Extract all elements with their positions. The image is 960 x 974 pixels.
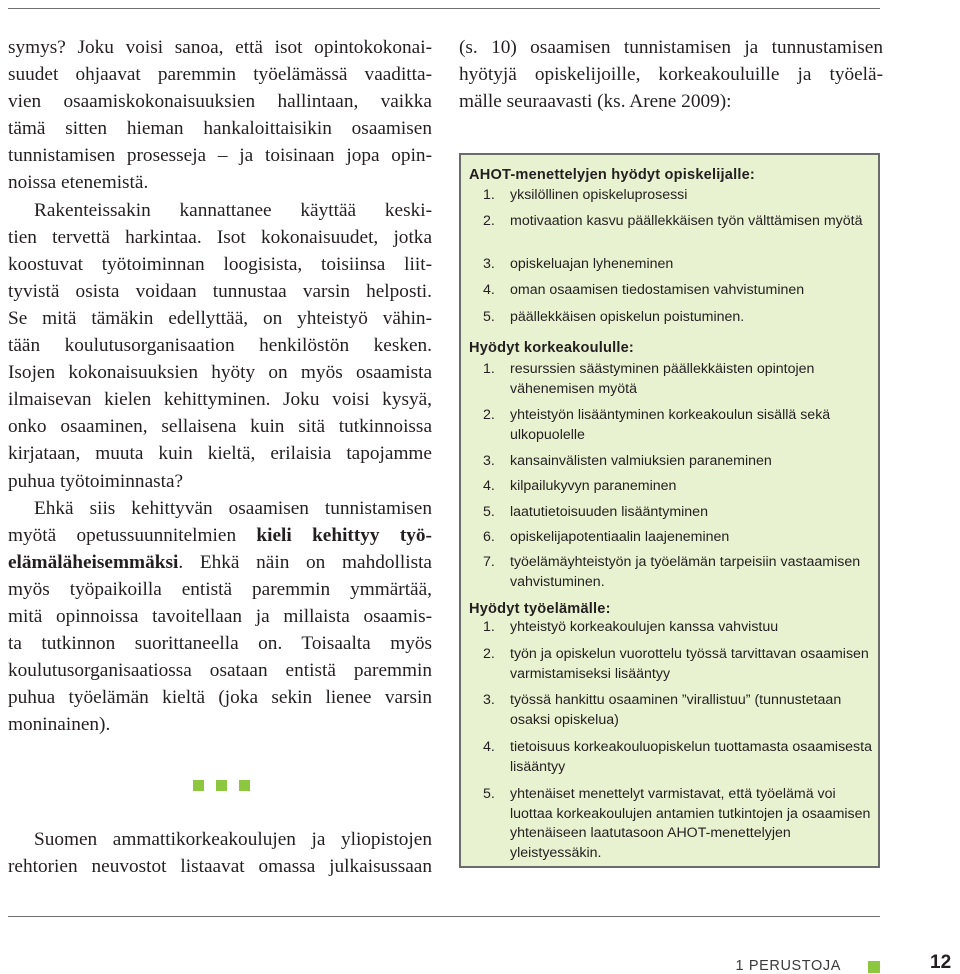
text-line bbox=[8, 251, 432, 278]
list-item-text: resurssien säästyminen päällekkäisten opintojen vähenemisen myötä bbox=[510, 361, 815, 397]
text-run: tämä sitten hieman hankaloittaisikin osaamisen bbox=[8, 118, 432, 140]
text-run: puhua työelämän kieltä (joka sekin lienee varsin bbox=[8, 687, 432, 709]
text-line bbox=[8, 468, 432, 495]
text-line bbox=[8, 657, 432, 684]
text-run: Se mitä tämäkin edellyttää, on yhteistyö vähin- bbox=[8, 307, 432, 329]
text-run: symys? Joku voisi sanoa, että isot opintokokonai- bbox=[8, 37, 432, 58]
text-line bbox=[8, 576, 432, 603]
bold-text-run: kieli kehittyy työ- bbox=[256, 524, 432, 546]
text-run: moninainen). bbox=[8, 714, 111, 736]
top-rule bbox=[8, 8, 880, 9]
text-run: koostuvat työtoiminnan loogisista, toisiinsa liit- bbox=[8, 253, 432, 275]
green-square-icon bbox=[193, 780, 204, 791]
list-item-number: 2. bbox=[483, 213, 495, 229]
text-line bbox=[8, 522, 432, 549]
text-line bbox=[8, 440, 432, 467]
text-run: Rakenteissakin kannattanee käyttää keski- bbox=[34, 199, 432, 221]
text-run: noissa etenemistä. bbox=[8, 172, 149, 194]
text-run: suudet ohjaavat paremmin työelämässä vaadittа- bbox=[8, 64, 432, 86]
list-item-text: motivaation kasvu päällekkäisen työn välttämisen myötä bbox=[510, 213, 863, 229]
text-run: vien osaamiskokonaisuuksien hallintaan, vaikka bbox=[8, 91, 432, 113]
list-item-text: oman osaamisen tiedostamisen vahvistuminen bbox=[510, 282, 805, 298]
list-item-text: yhteistyön lisääntyminen korkeakoulun sisällä sekä ulkopuolelle bbox=[510, 407, 831, 443]
text-line bbox=[459, 88, 883, 115]
footer-green-square-icon bbox=[868, 961, 880, 973]
text-run: tien tervettä harkintaa. Isot kokonaisuudet, jotka bbox=[8, 226, 432, 248]
text-line bbox=[8, 853, 432, 880]
list-item-text: kilpailukyvyn paraneminen bbox=[510, 478, 677, 494]
text-run: rehtorien neuvostot listaavat omassa julkaisussaan bbox=[8, 856, 432, 878]
list-item-text: työssä hankittu osaaminen ”virallistuu” (tunnustetaan osaksi opiskelua) bbox=[510, 692, 842, 728]
text-line bbox=[8, 115, 432, 142]
list-item-text: yhtenäiset menettelyt varmistavat, että työelämä voi luottaa korkeakoulujen antamien tutkintojen ja osaamisen yhtenäiseen laatutasoon AHOT-menettelyjen yleistyessäkin. bbox=[510, 786, 871, 861]
list-item-number: 3. bbox=[483, 692, 495, 708]
list-item-number: 4. bbox=[483, 282, 495, 298]
list-item-text: päällekkäisen opiskelun poistuminen. bbox=[510, 309, 745, 325]
text-line bbox=[459, 34, 883, 61]
text-run: kirjataan, muuta kuin kieltä, erilaisia tapojamme bbox=[8, 443, 432, 465]
list-item-text: työelämäyhteistyön ja työelämän tarpeisiin vastaamisen vahvistuminen. bbox=[510, 554, 861, 590]
text-run: myös työpaikoilla entistä paremmin ymmärtää, bbox=[8, 578, 432, 600]
box-section-heading: Hyödyt työelämälle: bbox=[469, 601, 611, 617]
list-item-number: 7. bbox=[483, 554, 495, 570]
text-run: Isojen kokonaisuuksien hyöty on myös osaamista bbox=[8, 362, 432, 384]
text-line bbox=[8, 386, 432, 413]
text-run: tyvistä osista voidaan tunnustaa varsin helposti. bbox=[8, 280, 432, 302]
text-line bbox=[8, 826, 432, 853]
text-run: mitä opinnoissa tavoitellaan ja millaista osaamis- bbox=[8, 605, 432, 627]
list-item-number: 2. bbox=[483, 407, 495, 423]
text-line bbox=[8, 603, 432, 630]
left-column bbox=[8, 34, 432, 738]
green-square-icon bbox=[239, 780, 250, 791]
text-run: tään koulutusorganisaation henkilöstön kesken. bbox=[8, 335, 432, 357]
text-line bbox=[8, 495, 432, 522]
list-item-number: 1. bbox=[483, 361, 495, 377]
list-item-text: yhteistyö korkeakoulujen kanssa vahvistuu bbox=[510, 619, 779, 635]
list-item-text: kansainvälisten valmiuksien paraneminen bbox=[510, 453, 772, 469]
list-item-number: 3. bbox=[483, 256, 495, 272]
list-item-number: 6. bbox=[483, 529, 495, 545]
list-item-number: 2. bbox=[483, 646, 495, 662]
box-section-heading: AHOT-menettelyjen hyödyt opiskelijalle: bbox=[469, 167, 755, 183]
text-run: . Ehkä näin on mahdollista bbox=[178, 551, 432, 573]
text-line bbox=[8, 359, 432, 386]
text-run: Suomen ammattikorkeakoulujen ja yliopistojen bbox=[34, 829, 432, 850]
text-line bbox=[8, 549, 432, 576]
bold-text-run: elämäläheisemmäksi bbox=[8, 551, 179, 573]
right-column-intro bbox=[459, 34, 883, 115]
list-item-text: yksilöllinen opiskeluprosessi bbox=[510, 187, 688, 203]
list-item-number: 4. bbox=[483, 478, 495, 494]
text-line bbox=[8, 630, 432, 657]
text-line bbox=[8, 711, 432, 738]
list-item-text: työn ja opiskelun vuorottelu työssä tarvittavan osaamisen varmistamiseksi lisääntyy bbox=[510, 646, 869, 682]
list-item-number: 1. bbox=[483, 619, 495, 635]
list-item-number: 5. bbox=[483, 786, 495, 802]
bottom-rule bbox=[8, 916, 880, 917]
text-line bbox=[8, 684, 432, 711]
list-item-number: 4. bbox=[483, 739, 495, 755]
text-run: ta tutkinnon suorittaneella on. Toisaalta myös bbox=[8, 633, 432, 655]
text-line bbox=[8, 305, 432, 332]
text-line bbox=[8, 88, 432, 115]
text-run: tunnistamisen prosesseja – ja toisinaan jopa opin- bbox=[8, 145, 432, 167]
text-line bbox=[8, 224, 432, 251]
text-line bbox=[459, 61, 883, 88]
list-item-text: opiskeluajan lyheneminen bbox=[510, 256, 674, 272]
list-item-number: 3. bbox=[483, 453, 495, 469]
section-divider-squares bbox=[193, 780, 262, 792]
list-item-text: tietoisuus korkeakouluopiskelun tuottamasta osaamisesta lisääntyy bbox=[510, 739, 872, 775]
green-square-icon bbox=[216, 780, 227, 791]
text-run: puhua työtoiminnasta? bbox=[8, 470, 184, 492]
text-line bbox=[8, 278, 432, 305]
text-run: Ehkä siis kehittyvän osaamisen tunnistamisen bbox=[34, 497, 432, 519]
text-run: hyötyjä opiskelijoille, korkeakouluille ja työelä- bbox=[459, 64, 883, 86]
text-run: (s. 10) osaamisen tunnistamisen ja tunnustamisen bbox=[459, 37, 883, 58]
list-item-text: opiskelijapotentiaalin laajeneminen bbox=[510, 529, 730, 545]
list-item-number: 5. bbox=[483, 309, 495, 325]
text-line bbox=[8, 61, 432, 88]
text-run: koulutusorganisaatiossa osataan entistä paremmin bbox=[8, 660, 432, 682]
text-line bbox=[8, 142, 432, 169]
text-line bbox=[8, 197, 432, 224]
list-item-text: laatutietoisuuden lisääntyminen bbox=[510, 504, 708, 520]
text-run: mälle seuraavasti (ks. Arene 2009): bbox=[459, 91, 732, 113]
text-line bbox=[8, 34, 432, 61]
left-column-closing bbox=[8, 826, 432, 880]
list-item-number: 5. bbox=[483, 504, 495, 520]
text-line bbox=[8, 332, 432, 359]
text-run: myötä opetussuunnitelmien bbox=[8, 524, 257, 546]
footer-section-title: 1 PERUSTOJA bbox=[735, 958, 841, 974]
text-line bbox=[8, 169, 432, 196]
text-line bbox=[8, 413, 432, 440]
list-item-number: 1. bbox=[483, 187, 495, 203]
benefits-box bbox=[459, 153, 880, 868]
text-run: onko osaaminen, sellaisena kuin sitä tutkinnoissa bbox=[8, 416, 432, 438]
box-section-heading: Hyödyt korkeakoululle: bbox=[469, 340, 634, 356]
page-number: 12 bbox=[930, 952, 952, 973]
text-run: ilmaisevan kielen kehittyminen. Joku voisi kysyä, bbox=[8, 389, 432, 411]
